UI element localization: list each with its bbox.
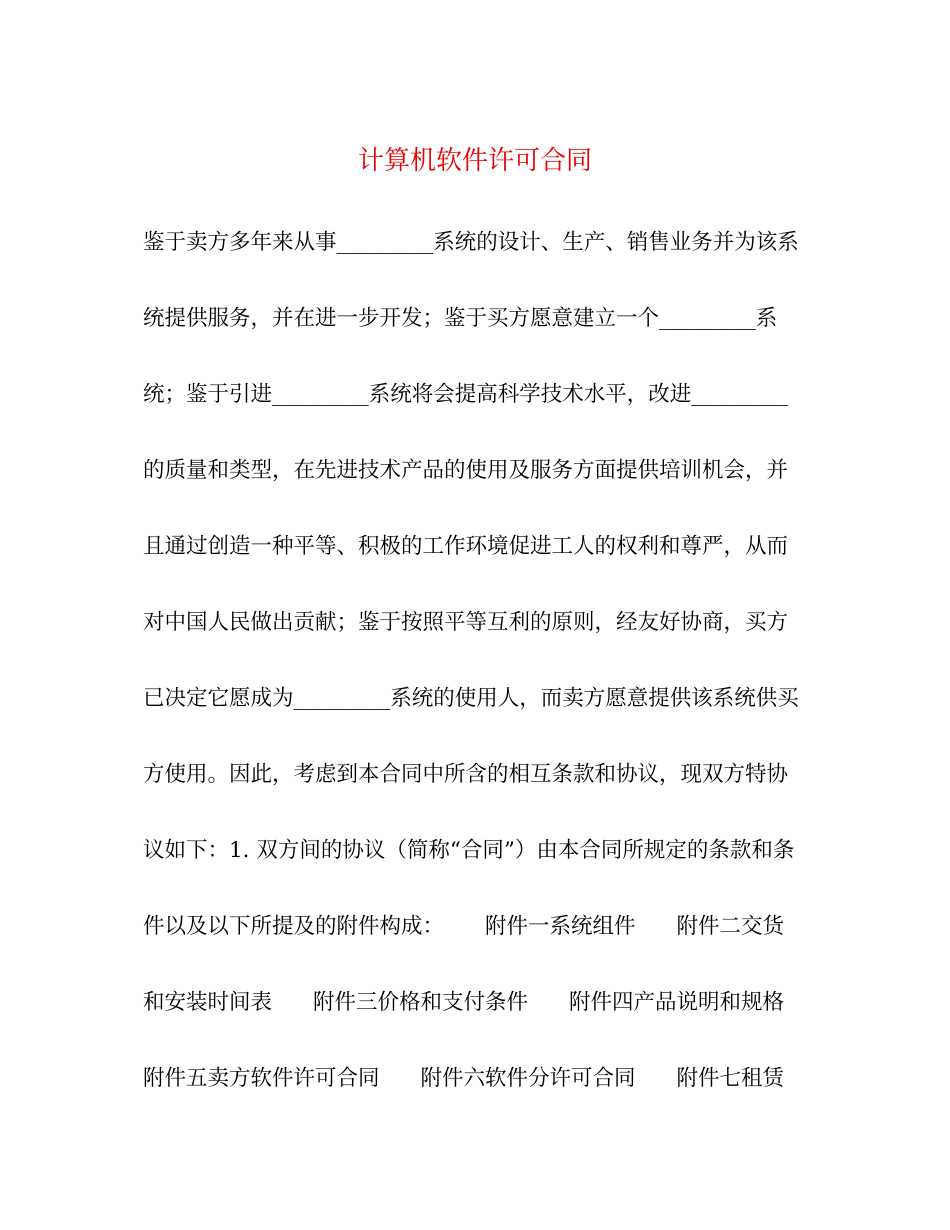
body-text-line: 且通过创造一种平等、积极的工作环境促进工人的权利和尊严，从而 bbox=[143, 534, 789, 559]
body-text-line: 统提供服务，并在进一步开发；鉴于买方愿意建立一个_________系 bbox=[143, 306, 778, 331]
body-text-line: 对中国人民做出贡献；鉴于按照平等互利的原则，经友好协商，买方 bbox=[143, 610, 789, 635]
body-text-line: 议如下：1. 双方间的协议（简称“合同”）由本合同所规定的条款和条 bbox=[143, 838, 795, 863]
body-text-line: 件以及以下所提及的附件构成： 附件一系统组件 附件二交货 bbox=[143, 914, 785, 939]
body-text-line: 鉴于卖方多年来从事_________系统的设计、生产、销售业务并为该系 bbox=[143, 230, 799, 255]
body-text-line: 已决定它愿成为_________系统的使用人，而卖方愿意提供该系统供买 bbox=[143, 686, 799, 711]
body-text-line: 的质量和类型，在先进技术产品的使用及服务方面提供培训机会，并 bbox=[143, 458, 789, 483]
body-text-line: 附件五卖方软件许可合同 附件六软件分许可合同 附件七租赁 bbox=[143, 1066, 785, 1091]
body-text-line: 统；鉴于引进_________系统将会提高科学技术水平，改进_________ bbox=[143, 382, 789, 407]
body-text-line: 和安装时间表 附件三价格和支付条件 附件四产品说明和规格 bbox=[143, 990, 785, 1015]
body-text-line: 方使用。因此，考虑到本合同中所含的相互条款和协议，现双方特协 bbox=[143, 762, 789, 787]
document-title: 计算机软件许可合同 bbox=[357, 146, 592, 176]
